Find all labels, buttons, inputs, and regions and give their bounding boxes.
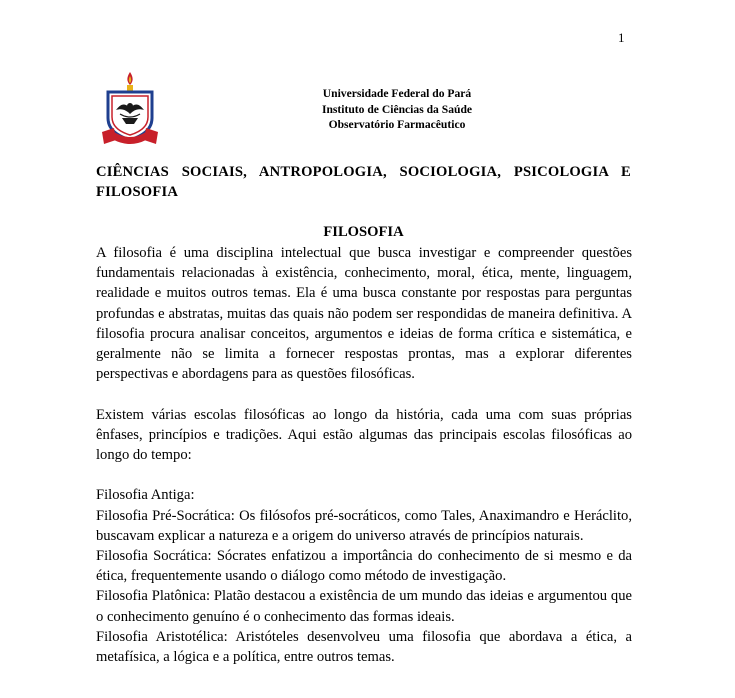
- aristotelian-paragraph: Filosofia Aristotélica: Aristóteles desenvolveu uma filosofia que abordava a ética, a metafísica, a lógica e a política, entre outros temas.: [96, 628, 632, 666]
- page-number: 1: [618, 30, 625, 45]
- observatory-name: Observatório Farmacêutico: [328, 118, 466, 131]
- intro-paragraph: A filosofia é uma disciplina intelectual que busca investigar e compreender questões fundamentais relacionadas à existência, conhecimento, moral, ética, mente, linguagem, realidade e muitos outros temas. Ela é uma busca constante por respostas para perguntas profundas e abstratas, muitas das quais não podem ser respondidas de maneira definitiva. A filosofia procura analisar conceitos, argumentos e ideias de forma crítica e sistemática, e geralmente não se limita a fornecer respostas prontas, mas a explorar diferentes perspectivas e abordagens para as questões filosóficas.: [96, 245, 632, 383]
- presocratic-paragraph: Filosofia Pré-Socrática: Os filósofos pré-socráticos, como Tales, Anaximandro e Heráclito, buscavam explicar a natureza e a origem do universo através de princípios naturais.: [96, 507, 632, 544]
- platonic-paragraph: Filosofia Platônica: Platão destacou a existência de um mundo das ideias e argumentou que o conhecimento genuíno é o conhecimento das formas ideais.: [96, 588, 632, 625]
- page-title: FILOSOFIA: [323, 224, 404, 240]
- schools-intro-paragraph: Existem várias escolas filosóficas ao longo da história, cada uma com suas próprias ênfases, princípios e tradições. Aqui estão algumas das principais escolas filosóficas ao longo do tempo:: [96, 406, 632, 464]
- university-crest-icon: [98, 70, 162, 150]
- university-name: Universidade Federal do Pará: [322, 87, 472, 100]
- document-body: [96, 243, 632, 667]
- section-heading: CIÊNCIAS SOCIAIS, ANTROPOLOGIA, SOCIOLOGIA, PSICOLOGIA E FILOSOFIA: [96, 164, 631, 200]
- institute-name: Instituto de Ciências da Saúde: [321, 102, 473, 116]
- institution-header: [282, 86, 512, 133]
- socratic-paragraph: Filosofia Socrática: Sócrates enfatizou a importância do conhecimento de si mesmo e da ética, frequentemente usando o diálogo como método de investigação.: [96, 548, 632, 585]
- ancient-philosophy-heading: Filosofia Antiga:: [96, 487, 195, 504]
